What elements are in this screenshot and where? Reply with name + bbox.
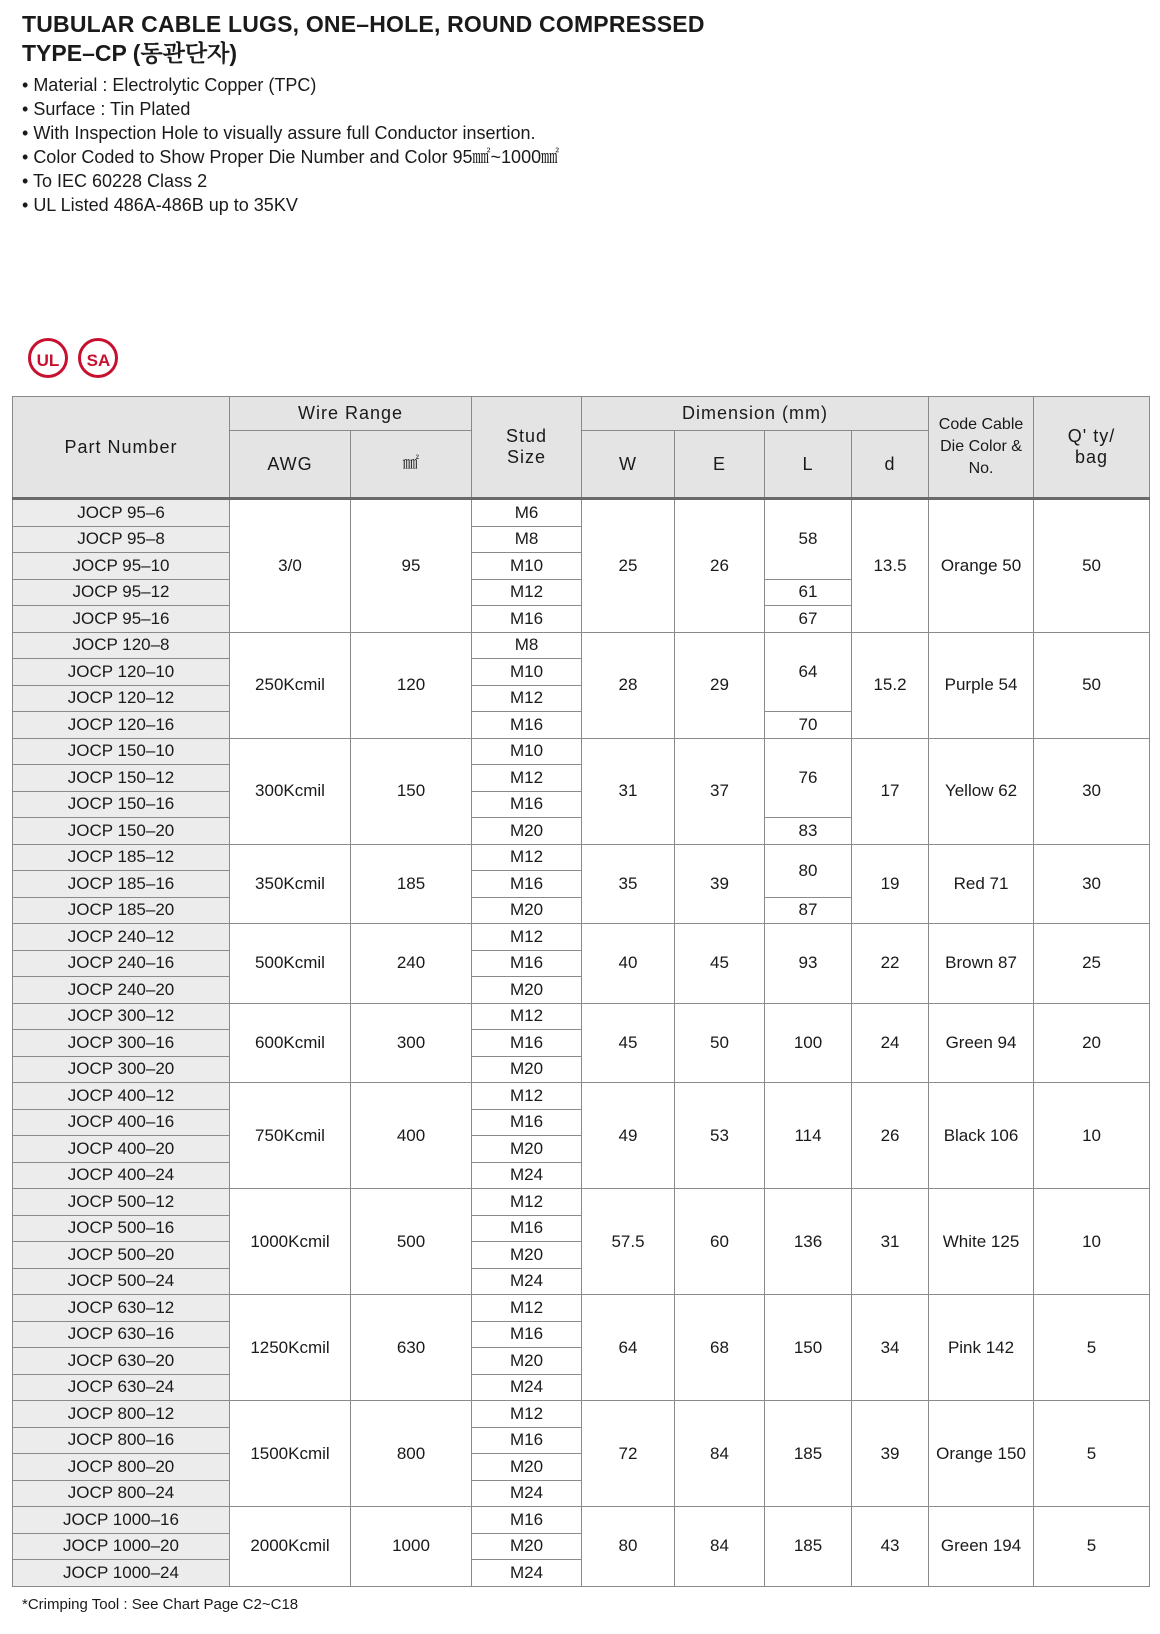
dim-l-cell: 61 bbox=[765, 579, 852, 606]
part-number-cell: JOCP 1000–16 bbox=[13, 1507, 230, 1534]
die-code-cell: Pink 142 bbox=[929, 1295, 1034, 1401]
part-number-cell: JOCP 1000–24 bbox=[13, 1560, 230, 1587]
dim-w-cell: 40 bbox=[582, 924, 675, 1004]
dim-d-cell: 13.5 bbox=[852, 499, 929, 633]
part-number-cell: JOCP 150–20 bbox=[13, 818, 230, 845]
dim-l-cell: 185 bbox=[765, 1507, 852, 1587]
part-number-cell: JOCP 300–16 bbox=[13, 1030, 230, 1057]
stud-size-cell: M20 bbox=[472, 897, 582, 924]
feature-item: • Material : Electrolytic Copper (TPC) bbox=[22, 73, 705, 97]
stud-size-cell: M16 bbox=[472, 950, 582, 977]
dim-e-cell: 84 bbox=[675, 1507, 765, 1587]
stud-size-cell: M10 bbox=[472, 659, 582, 686]
awg-cell: 1500Kcmil bbox=[230, 1401, 351, 1507]
stud-size-cell: M16 bbox=[472, 871, 582, 898]
table-row bbox=[13, 1189, 1150, 1216]
stud-size-cell: M12 bbox=[472, 1295, 582, 1322]
stud-size-cell: M20 bbox=[472, 1533, 582, 1560]
dim-l-cell: 114 bbox=[765, 1083, 852, 1189]
die-code-cell: Green 194 bbox=[929, 1507, 1034, 1587]
part-number-cell: JOCP 400–20 bbox=[13, 1136, 230, 1163]
dim-d-cell: 24 bbox=[852, 1003, 929, 1083]
col-d: d bbox=[852, 431, 929, 499]
mm2-cell: 300 bbox=[351, 1003, 472, 1083]
code-label-2: Die Color & bbox=[940, 438, 1022, 455]
stud-size-cell: M16 bbox=[472, 1507, 582, 1534]
dim-w-cell: 31 bbox=[582, 738, 675, 844]
part-number-cell: JOCP 95–10 bbox=[13, 553, 230, 580]
dim-l-cell: 64 bbox=[765, 632, 852, 712]
stud-size-cell: M12 bbox=[472, 685, 582, 712]
stud-size-cell: M24 bbox=[472, 1480, 582, 1507]
stud-size-cell: M16 bbox=[472, 1321, 582, 1348]
part-number-cell: JOCP 800–24 bbox=[13, 1480, 230, 1507]
part-number-cell: JOCP 800–16 bbox=[13, 1427, 230, 1454]
mm2-cell: 95 bbox=[351, 499, 472, 633]
feature-list bbox=[22, 73, 705, 217]
dim-e-cell: 68 bbox=[675, 1295, 765, 1401]
die-code-cell: Brown 87 bbox=[929, 924, 1034, 1004]
stud-size-cell: M20 bbox=[472, 1454, 582, 1481]
stud-size-cell: M24 bbox=[472, 1268, 582, 1295]
qty-cell: 30 bbox=[1034, 738, 1150, 844]
dim-l-cell: 100 bbox=[765, 1003, 852, 1083]
dim-e-cell: 26 bbox=[675, 499, 765, 633]
stud-size-cell: M20 bbox=[472, 1348, 582, 1375]
table-row bbox=[13, 499, 1150, 527]
part-number-cell: JOCP 240–16 bbox=[13, 950, 230, 977]
die-code-cell: Black 106 bbox=[929, 1083, 1034, 1189]
qty-cell: 5 bbox=[1034, 1295, 1150, 1401]
code-label-3: No. bbox=[968, 460, 994, 477]
awg-cell: 300Kcmil bbox=[230, 738, 351, 844]
dim-e-cell: 39 bbox=[675, 844, 765, 924]
qty-cell: 10 bbox=[1034, 1083, 1150, 1189]
table-row bbox=[13, 924, 1150, 951]
dim-w-cell: 64 bbox=[582, 1295, 675, 1401]
dim-d-cell: 26 bbox=[852, 1083, 929, 1189]
part-number-cell: JOCP 150–12 bbox=[13, 765, 230, 792]
stud-size-cell: M12 bbox=[472, 1401, 582, 1428]
col-dimension: Dimension (mm) bbox=[582, 397, 929, 431]
mm2-cell: 120 bbox=[351, 632, 472, 738]
dim-e-cell: 60 bbox=[675, 1189, 765, 1295]
qty-label-1: Q' ty/ bbox=[1067, 426, 1116, 446]
part-number-cell: JOCP 120–16 bbox=[13, 712, 230, 739]
table-row bbox=[13, 738, 1150, 765]
part-number-cell: JOCP 400–16 bbox=[13, 1109, 230, 1136]
die-code-cell: Red 71 bbox=[929, 844, 1034, 924]
part-number-cell: JOCP 300–20 bbox=[13, 1056, 230, 1083]
stud-size-cell: M12 bbox=[472, 1083, 582, 1110]
table-row bbox=[13, 1401, 1150, 1428]
feature-item: • To IEC 60228 Class 2 bbox=[22, 169, 705, 193]
stud-size-cell: M24 bbox=[472, 1162, 582, 1189]
dim-e-cell: 45 bbox=[675, 924, 765, 1004]
part-number-cell: JOCP 185–16 bbox=[13, 871, 230, 898]
dim-d-cell: 17 bbox=[852, 738, 929, 844]
col-mm2: ㎟ bbox=[351, 431, 472, 499]
dim-d-cell: 19 bbox=[852, 844, 929, 924]
dim-d-cell: 43 bbox=[852, 1507, 929, 1587]
stud-size-cell: M16 bbox=[472, 1030, 582, 1057]
qty-cell: 10 bbox=[1034, 1189, 1150, 1295]
awg-cell: 500Kcmil bbox=[230, 924, 351, 1004]
stud-size-cell: M8 bbox=[472, 526, 582, 553]
table-header bbox=[13, 397, 1150, 499]
stud-label-1: Stud bbox=[506, 426, 548, 446]
mm2-cell: 1000 bbox=[351, 1507, 472, 1587]
stud-size-cell: M16 bbox=[472, 1215, 582, 1242]
awg-cell: 350Kcmil bbox=[230, 844, 351, 924]
stud-size-cell: M16 bbox=[472, 1109, 582, 1136]
qty-cell: 5 bbox=[1034, 1507, 1150, 1587]
col-w: W bbox=[582, 431, 675, 499]
part-number-cell: JOCP 800–20 bbox=[13, 1454, 230, 1481]
ul-logo: UL bbox=[28, 338, 68, 378]
awg-cell: 250Kcmil bbox=[230, 632, 351, 738]
part-number-cell: JOCP 400–12 bbox=[13, 1083, 230, 1110]
dim-l-cell: 80 bbox=[765, 844, 852, 897]
csa-logo: SA bbox=[78, 338, 118, 378]
qty-cell: 5 bbox=[1034, 1401, 1150, 1507]
dim-w-cell: 72 bbox=[582, 1401, 675, 1507]
stud-size-cell: M12 bbox=[472, 844, 582, 871]
qty-cell: 20 bbox=[1034, 1003, 1150, 1083]
awg-cell: 2000Kcmil bbox=[230, 1507, 351, 1587]
dim-e-cell: 84 bbox=[675, 1401, 765, 1507]
spec-table bbox=[12, 396, 1150, 1587]
die-code-cell: Green 94 bbox=[929, 1003, 1034, 1083]
awg-cell: 1000Kcmil bbox=[230, 1189, 351, 1295]
mm2-cell: 150 bbox=[351, 738, 472, 844]
stud-size-cell: M10 bbox=[472, 738, 582, 765]
dim-w-cell: 28 bbox=[582, 632, 675, 738]
part-number-cell: JOCP 400–24 bbox=[13, 1162, 230, 1189]
stud-size-cell: M12 bbox=[472, 1003, 582, 1030]
stud-size-cell: M16 bbox=[472, 791, 582, 818]
part-number-cell: JOCP 500–16 bbox=[13, 1215, 230, 1242]
dim-w-cell: 49 bbox=[582, 1083, 675, 1189]
mm2-cell: 500 bbox=[351, 1189, 472, 1295]
part-number-cell: JOCP 630–20 bbox=[13, 1348, 230, 1375]
stud-size-cell: M20 bbox=[472, 977, 582, 1004]
part-number-cell: JOCP 120–12 bbox=[13, 685, 230, 712]
part-number-cell: JOCP 150–10 bbox=[13, 738, 230, 765]
dim-d-cell: 34 bbox=[852, 1295, 929, 1401]
stud-size-cell: M16 bbox=[472, 712, 582, 739]
stud-size-cell: M20 bbox=[472, 1136, 582, 1163]
part-number-cell: JOCP 300–12 bbox=[13, 1003, 230, 1030]
table-row bbox=[13, 1295, 1150, 1322]
table-row bbox=[13, 1507, 1150, 1534]
feature-item: • Color Coded to Show Proper Die Number and Color 95㎟~1000㎟ bbox=[22, 145, 705, 169]
stud-size-cell: M6 bbox=[472, 499, 582, 527]
dim-d-cell: 22 bbox=[852, 924, 929, 1004]
stud-size-cell: M20 bbox=[472, 1242, 582, 1269]
awg-cell: 750Kcmil bbox=[230, 1083, 351, 1189]
part-number-cell: JOCP 1000–20 bbox=[13, 1533, 230, 1560]
qty-cell: 25 bbox=[1034, 924, 1150, 1004]
table-row bbox=[13, 632, 1150, 659]
die-code-cell: Orange 50 bbox=[929, 499, 1034, 633]
stud-size-cell: M20 bbox=[472, 818, 582, 845]
dim-l-cell: 70 bbox=[765, 712, 852, 739]
dim-e-cell: 50 bbox=[675, 1003, 765, 1083]
header bbox=[22, 10, 705, 217]
certification-logos bbox=[28, 338, 124, 380]
footnote: *Crimping Tool : See Chart Page C2~C18 bbox=[22, 1596, 299, 1613]
stud-size-cell: M12 bbox=[472, 765, 582, 792]
part-number-cell: JOCP 240–12 bbox=[13, 924, 230, 951]
die-code-cell: Purple 54 bbox=[929, 632, 1034, 738]
mm2-cell: 800 bbox=[351, 1401, 472, 1507]
awg-cell: 1250Kcmil bbox=[230, 1295, 351, 1401]
col-e: E bbox=[675, 431, 765, 499]
feature-item: • UL Listed 486A-486B up to 35KV bbox=[22, 193, 705, 217]
qty-cell: 30 bbox=[1034, 844, 1150, 924]
dim-e-cell: 53 bbox=[675, 1083, 765, 1189]
qty-cell: 50 bbox=[1034, 499, 1150, 633]
dim-w-cell: 57.5 bbox=[582, 1189, 675, 1295]
part-number-cell: JOCP 500–12 bbox=[13, 1189, 230, 1216]
feature-item: • Surface : Tin Plated bbox=[22, 97, 705, 121]
dim-l-cell: 83 bbox=[765, 818, 852, 845]
part-number-cell: JOCP 185–12 bbox=[13, 844, 230, 871]
qty-cell: 50 bbox=[1034, 632, 1150, 738]
dim-l-cell: 76 bbox=[765, 738, 852, 818]
col-awg: AWG bbox=[230, 431, 351, 499]
part-number-cell: JOCP 500–20 bbox=[13, 1242, 230, 1269]
dim-d-cell: 39 bbox=[852, 1401, 929, 1507]
dim-d-cell: 15.2 bbox=[852, 632, 929, 738]
dim-w-cell: 25 bbox=[582, 499, 675, 633]
part-number-cell: JOCP 185–20 bbox=[13, 897, 230, 924]
dim-l-cell: 58 bbox=[765, 499, 852, 580]
table-row bbox=[13, 1003, 1150, 1030]
dim-l-cell: 67 bbox=[765, 606, 852, 633]
awg-cell: 600Kcmil bbox=[230, 1003, 351, 1083]
mm2-cell: 185 bbox=[351, 844, 472, 924]
stud-size-cell: M8 bbox=[472, 632, 582, 659]
die-code-cell: Orange 150 bbox=[929, 1401, 1034, 1507]
part-number-cell: JOCP 95–8 bbox=[13, 526, 230, 553]
qty-label-2: bag bbox=[1075, 447, 1109, 467]
part-number-cell: JOCP 150–16 bbox=[13, 791, 230, 818]
dim-l-cell: 185 bbox=[765, 1401, 852, 1507]
part-number-cell: JOCP 630–16 bbox=[13, 1321, 230, 1348]
dim-w-cell: 80 bbox=[582, 1507, 675, 1587]
page-title: TUBULAR CABLE LUGS, ONE–HOLE, ROUND COMPRESSED bbox=[22, 11, 705, 37]
part-number-cell: JOCP 95–6 bbox=[13, 499, 230, 527]
part-number-cell: JOCP 240–20 bbox=[13, 977, 230, 1004]
col-stud-size bbox=[472, 397, 582, 499]
stud-size-cell: M20 bbox=[472, 1056, 582, 1083]
code-label-1: Code Cable bbox=[938, 416, 1024, 433]
part-number-cell: JOCP 630–12 bbox=[13, 1295, 230, 1322]
mm2-cell: 630 bbox=[351, 1295, 472, 1401]
dim-w-cell: 45 bbox=[582, 1003, 675, 1083]
col-l: L bbox=[765, 431, 852, 499]
dim-e-cell: 37 bbox=[675, 738, 765, 844]
part-number-cell: JOCP 120–8 bbox=[13, 632, 230, 659]
part-number-cell: JOCP 95–16 bbox=[13, 606, 230, 633]
stud-size-cell: M12 bbox=[472, 1189, 582, 1216]
part-number-cell: JOCP 800–12 bbox=[13, 1401, 230, 1428]
mm2-cell: 240 bbox=[351, 924, 472, 1004]
table-body bbox=[13, 499, 1150, 1587]
dim-l-cell: 93 bbox=[765, 924, 852, 1004]
dim-l-cell: 136 bbox=[765, 1189, 852, 1295]
part-number-cell: JOCP 95–12 bbox=[13, 579, 230, 606]
stud-size-cell: M16 bbox=[472, 606, 582, 633]
stud-size-cell: M16 bbox=[472, 1427, 582, 1454]
part-number-cell: JOCP 120–10 bbox=[13, 659, 230, 686]
stud-size-cell: M10 bbox=[472, 553, 582, 580]
dim-l-cell: 87 bbox=[765, 897, 852, 924]
mm2-cell: 400 bbox=[351, 1083, 472, 1189]
feature-item: • With Inspection Hole to visually assure full Conductor insertion. bbox=[22, 121, 705, 145]
awg-cell: 3/0 bbox=[230, 499, 351, 633]
dim-d-cell: 31 bbox=[852, 1189, 929, 1295]
die-code-cell: White 125 bbox=[929, 1189, 1034, 1295]
dim-e-cell: 29 bbox=[675, 632, 765, 738]
col-code bbox=[929, 397, 1034, 499]
part-number-cell: JOCP 630–24 bbox=[13, 1374, 230, 1401]
stud-size-cell: M24 bbox=[472, 1560, 582, 1587]
table-row bbox=[13, 844, 1150, 871]
stud-size-cell: M12 bbox=[472, 579, 582, 606]
part-number-cell: JOCP 500–24 bbox=[13, 1268, 230, 1295]
stud-label-2: Size bbox=[507, 447, 547, 467]
table-row bbox=[13, 1083, 1150, 1110]
dim-w-cell: 35 bbox=[582, 844, 675, 924]
col-qty bbox=[1034, 397, 1150, 499]
dim-l-cell: 150 bbox=[765, 1295, 852, 1401]
col-wire-range: Wire Range bbox=[230, 397, 472, 431]
die-code-cell: Yellow 62 bbox=[929, 738, 1034, 844]
col-part-number: Part Number bbox=[13, 397, 230, 499]
stud-size-cell: M24 bbox=[472, 1374, 582, 1401]
page-subtitle: TYPE–CP (동관단자) bbox=[22, 40, 237, 66]
stud-size-cell: M12 bbox=[472, 924, 582, 951]
